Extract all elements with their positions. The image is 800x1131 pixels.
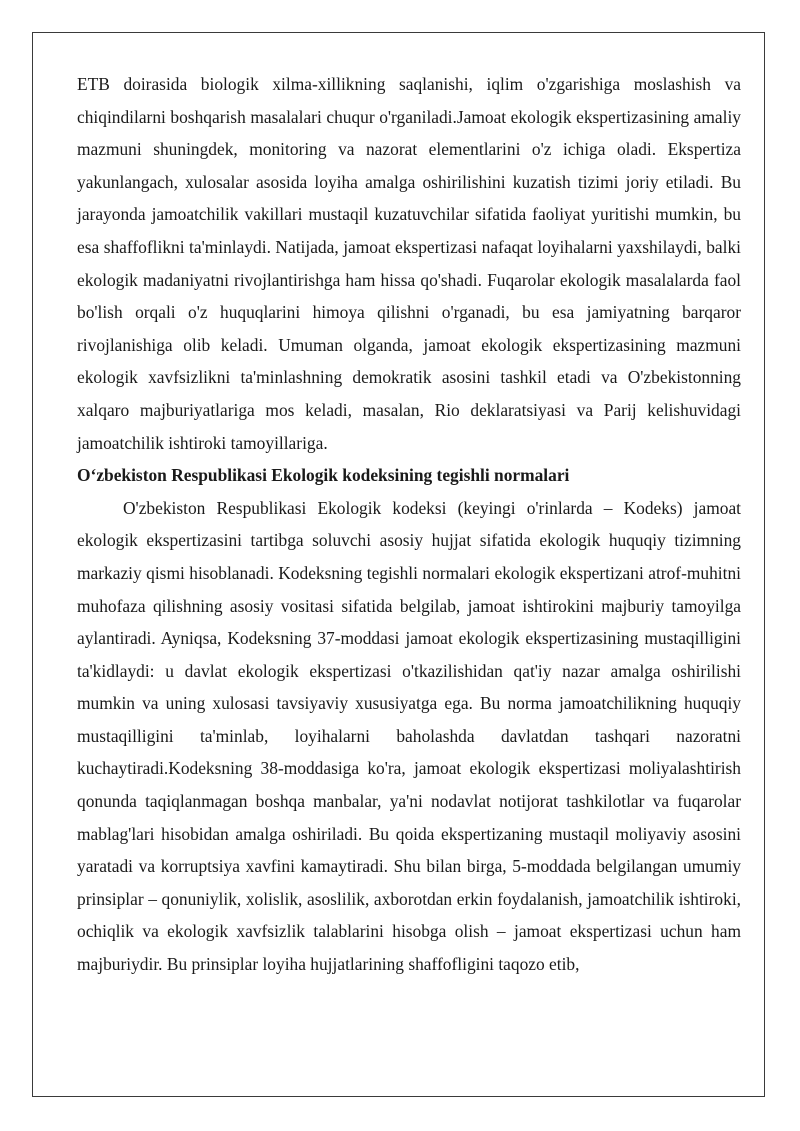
paragraph-2: O'zbekiston Respublikasi Ekologik kodeksi (keyingi o'rinlarda – Kodeks) jamoat ekologik ekspertizasini tartibga soluvchi asosiy hujjat sifatida ekologik huquqiy tizimning markaziy qismi hisoblanadi. Kodeksning tegishli normalari ekologik ekspertizani atrof-muhitni muhofaza qilishning asosiy vositasi sifatida belgilab, jamoat ishtirokini majburiy tamoyilga aylantiradi. Ayniqsa, Kodeksning 37-moddasi jamoat ekologik ekspertizasining mustaqilligini ta'kidlaydi: u davlat ekologik ekspertizasi o'tkazilishidan qat'iy nazar amalga oshirilishi mumkin va uning xulosasi tavsiyaviy xususiyatga ega. Bu norma jamoatchilikning huquqiy mustaqilligini ta'minlab, loyihalarni baholashda davlatdan tashqari nazoratni kuchaytiradi.Kodeksning 38-moddasiga ko'ra, jamoat ekologik ekspertizasi moliyalashtirish qonunda taqiqlanmagan boshqa manbalar, ya'ni nodavlat notijorat tashkilotlar va fuqarolar mablag'lari hisobidan amalga oshiriladi. Bu qoida ekspertizaning mustaqil moliyaviy asosini yaratadi va korruptsiya xavfini kamaytiradi. Shu bilan birga, 5-moddada belgilangan umumiy prinsiplar – qonuniylik, xolislik, asoslilik, axborotdan erkin foydalanish, jamoatchilik ishtiroki, ochiqlik va ekologik xavfsizlik talablarini hisobga olish – jamoat ekspertizasi uchun ham majburiydir. Bu prinsiplar loyiha hujjatlarining shaffofligini taqozo etib,	[77, 497, 741, 975]
paragraph-1: ETB doirasida biologik xilma-xillikning saqlanishi, iqlim o'zgarishiga moslashish va chiqindilarni boshqarish masalalari chuqur o'rganiladi.Jamoat ekologik ekspertizasining amaliy mazmuni shuningdek, monitoring va nazorat elementlarini o'z ichiga oladi. Ekspertiza yakunlangach, xulosalar asosida loyiha amalga oshirilishini kuzatish tizimi joriy etiladi. Bu jarayonda jamoatchilik vakillari mustaqil kuzatuvchilar sifatida faoliyat yuritishi mumkin, bu esa shaffoflikni ta'minlaydi. Natijada, jamoat ekspertizasi nafaqat loyihalarni yaxshilaydi, balki ekologik madaniyatni rivojlantirishga ham hissa qo'shadi. Fuqarolar ekologik masalalarda faol bo'lish orqali o'z huquqlarini himoya qilishni o'rganadi, bu esa jamiyatning barqaror rivojlanishiga olib keladi. Umuman olganda, jamoat ekologik ekspertizasining mazmuni ekologik xavfsizlikni ta'minlashning demokratik asosini tashkil etadi va O'zbekistonning xalqaro majburiyatlariga mos keladi, masalan, Rio deklaratsiyasi va Parij kelishuvidagi jamoatchilik ishtiroki tamoyillariga.	[77, 74, 741, 453]
document-body	[77, 68, 741, 981]
section-heading: O‘zbekiston Respublikasi Ekologik kodeksining tegishli normalari	[77, 465, 570, 486]
